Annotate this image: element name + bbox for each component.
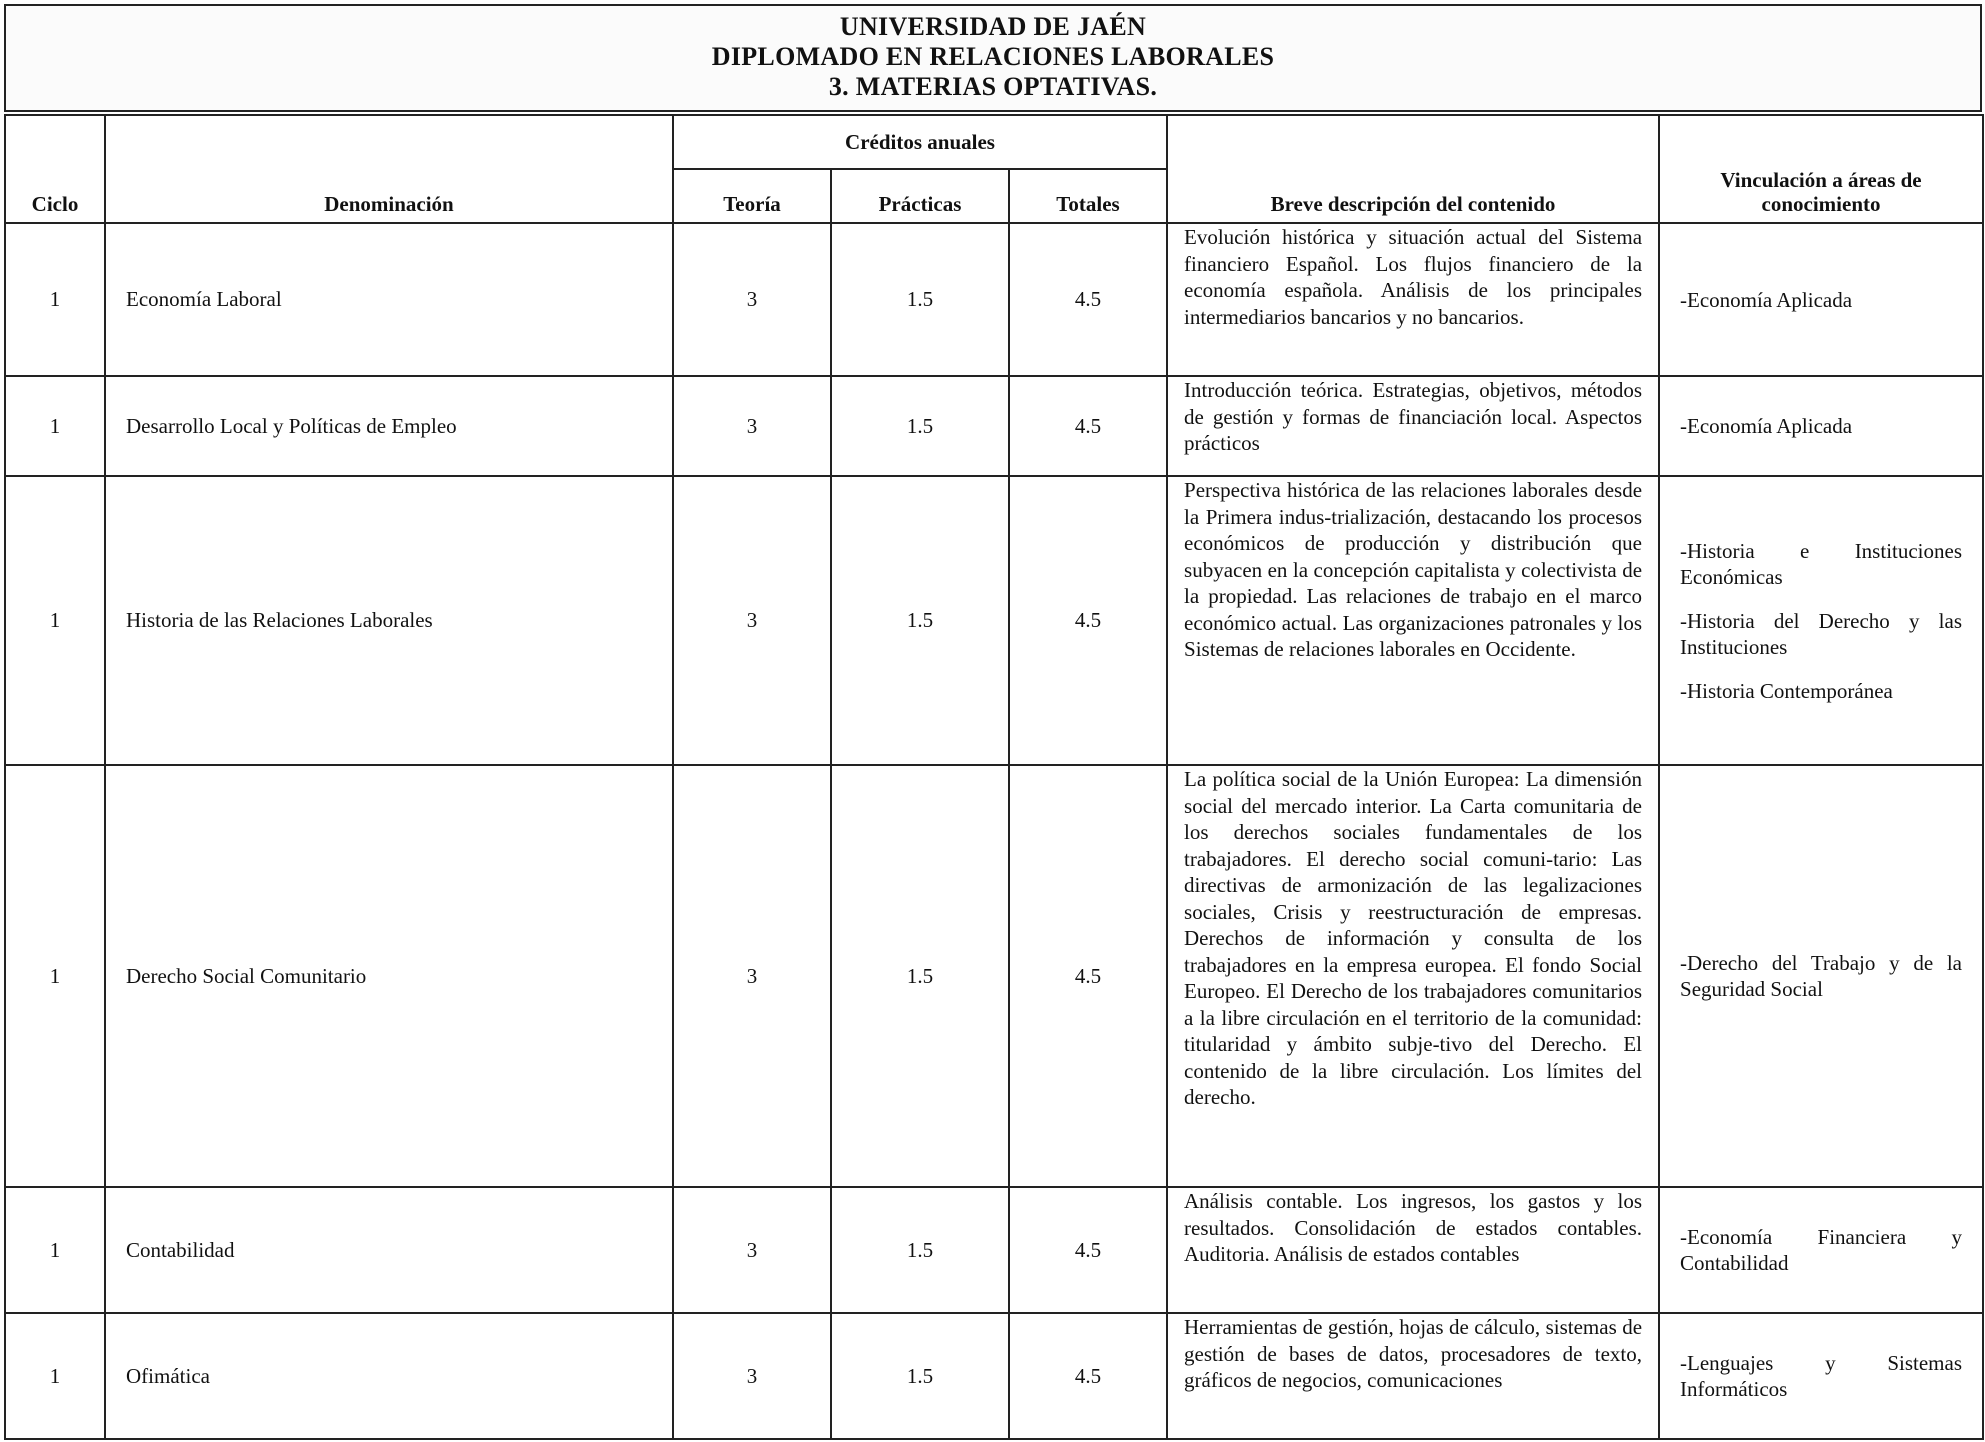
cell-descripcion: Evolución histórica y situación actual del Sistema financiero Español. Los flujos financiero de la economía española. Análisis de los principales intermediarios bancarios y no bancarios. <box>1167 223 1659 376</box>
cell-denominacion: Economía Laboral <box>105 223 673 376</box>
cell-practicas: 1.5 <box>831 376 1009 476</box>
cell-areas <box>1659 376 1983 476</box>
col-header-totales: Totales <box>1009 169 1167 223</box>
degree-title: DIPLOMADO EN RELACIONES LABORALES <box>711 42 1275 71</box>
cell-teoria: 3 <box>673 765 831 1187</box>
cell-teoria: 3 <box>673 476 831 765</box>
area-item: -Lenguajes y Sistemas Informáticos <box>1680 1351 1963 1401</box>
cell-descripcion: Perspectiva histórica de las relaciones laborales desde la Primera indus-trialización, destacando los procesos económicos de producción y distribución que subyacen en la concepción capitalista y colectivista de la propiedad. Las relaciones de trabajo en el marco económico actual. Las organizaciones patronales y los Sistemas de relaciones laborales en Occidente. <box>1167 476 1659 765</box>
cell-ciclo: 1 <box>5 1187 105 1313</box>
area-item: -Derecho del Trabajo y de la Seguridad Social <box>1680 951 1963 1001</box>
cell-teoria: 3 <box>673 223 831 376</box>
col-header-creditos: Créditos anuales <box>673 115 1167 169</box>
cell-totales: 4.5 <box>1009 1187 1167 1313</box>
subjects-table <box>4 114 1984 1440</box>
cell-totales: 4.5 <box>1009 376 1167 476</box>
cell-practicas: 1.5 <box>831 765 1009 1187</box>
table-row <box>5 765 1983 1187</box>
cell-areas <box>1659 1187 1983 1313</box>
cell-totales: 4.5 <box>1009 223 1167 376</box>
cell-ciclo: 1 <box>5 223 105 376</box>
col-header-vinculacion: Vinculación a áreas de conocimiento <box>1659 115 1983 223</box>
cell-teoria: 3 <box>673 1187 831 1313</box>
col-header-denominacion: Denominación <box>105 115 673 223</box>
area-item: -Economía Aplicada <box>1680 414 1853 438</box>
cell-denominacion: Derecho Social Comunitario <box>105 765 673 1187</box>
table-row <box>5 1187 1983 1313</box>
cell-ciclo: 1 <box>5 476 105 765</box>
cell-denominacion: Desarrollo Local y Políticas de Empleo <box>105 376 673 476</box>
area-item: -Historia del Derecho y las Instituciones <box>1680 608 1963 659</box>
cell-totales: 4.5 <box>1009 476 1167 765</box>
cell-descripcion: Introducción teórica. Estrategias, objetivos, métodos de gestión y formas de financiación local. Aspectos prácticos <box>1167 376 1659 476</box>
col-header-ciclo: Ciclo <box>5 115 105 223</box>
cell-ciclo: 1 <box>5 376 105 476</box>
cell-denominacion: Historia de las Relaciones Laborales <box>105 476 673 765</box>
cell-ciclo: 1 <box>5 1313 105 1439</box>
table-row <box>5 223 1983 376</box>
area-item: -Economía Financiera y Contabilidad <box>1680 1225 1963 1275</box>
cell-ciclo: 1 <box>5 765 105 1187</box>
area-item: -Economía Aplicada <box>1680 287 1853 312</box>
cell-areas <box>1659 476 1983 765</box>
table-row <box>5 1313 1983 1439</box>
header-row-1 <box>5 115 1983 169</box>
cell-descripcion: Herramientas de gestión, hojas de cálculo, sistemas de gestión de bases de datos, procesadores de texto, gráficos de negocios, comunicaciones <box>1167 1313 1659 1439</box>
cell-totales: 4.5 <box>1009 1313 1167 1439</box>
university-title: UNIVERSIDAD DE JAÉN <box>839 12 1147 41</box>
document-page <box>4 4 1982 1440</box>
area-item: -Historia e Instituciones Económicas <box>1680 538 1963 589</box>
cell-descripcion: La política social de la Unión Europea: La dimensión social del mercado interior. La Carta comunitaria de los derechos sociales fundamentales de los trabajadores. El derecho social comuni-tario: Las directivas de armonización de las legalizaciones sociales, Crisis y reestructuración de empresas. Derechos de información y consulta de los trabajadores en la empresa europea. El fondo Social Europeo. El Derecho de los trabajadores comunitarios a la libre circulación en el territorio de la comunidad: titularidad y ámbito subje-tivo del Derecho. El contenido de la libre circulación. Los límites del derecho. <box>1167 765 1659 1187</box>
col-header-descripcion: Breve descripción del contenido <box>1167 115 1659 223</box>
section-title: 3. MATERIAS OPTATIVAS. <box>828 72 1158 101</box>
cell-areas <box>1659 1313 1983 1439</box>
cell-denominacion: Ofimática <box>105 1313 673 1439</box>
cell-areas <box>1659 223 1983 376</box>
table-row <box>5 476 1983 765</box>
cell-teoria: 3 <box>673 376 831 476</box>
col-header-practicas: Prácticas <box>831 169 1009 223</box>
cell-totales: 4.5 <box>1009 765 1167 1187</box>
cell-teoria: 3 <box>673 1313 831 1439</box>
cell-practicas: 1.5 <box>831 223 1009 376</box>
cell-practicas: 1.5 <box>831 476 1009 765</box>
cell-denominacion: Contabilidad <box>105 1187 673 1313</box>
table-row <box>5 376 1983 476</box>
cell-practicas: 1.5 <box>831 1313 1009 1439</box>
document-title-block <box>4 4 1982 112</box>
col-header-teoria: Teoría <box>673 169 831 223</box>
cell-practicas: 1.5 <box>831 1187 1009 1313</box>
cell-descripcion: Análisis contable. Los ingresos, los gastos y los resultados. Consolidación de estados contables. Auditoria. Análisis de estados contables <box>1167 1187 1659 1313</box>
cell-areas <box>1659 765 1983 1187</box>
area-item: -Historia Contemporánea <box>1680 678 1893 703</box>
